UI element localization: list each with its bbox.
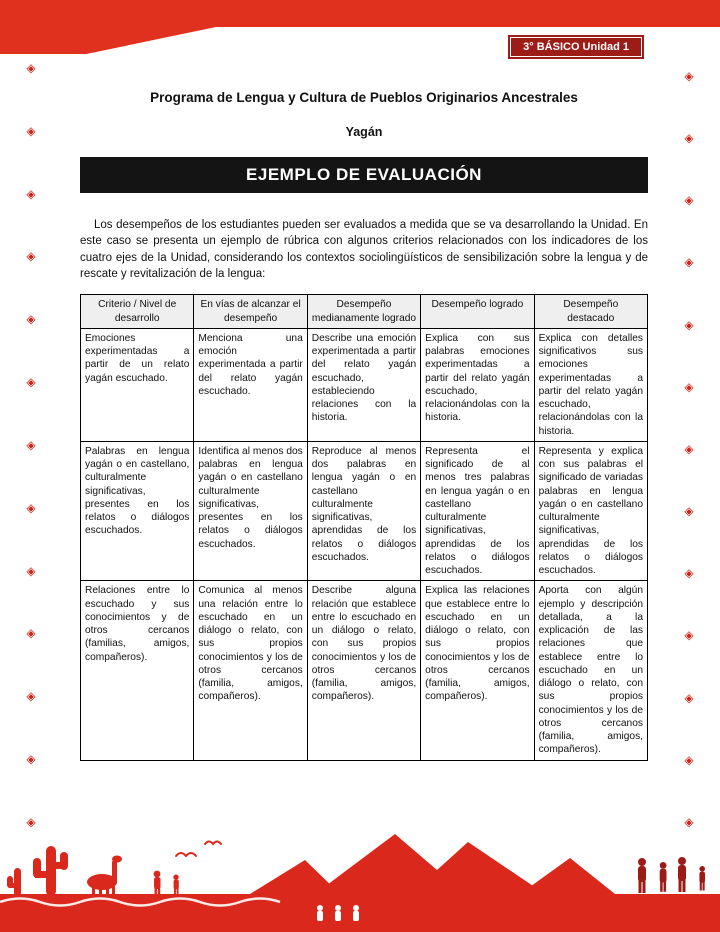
rubric-cell: Comunica al menos una relación entre lo escuchado en un diálogo o relato, con sus propios conocimientos y los de otros cercanos (familia, amigos, compañeros). xyxy=(194,581,307,760)
diamond-ornament-icon: ◈ xyxy=(684,69,694,83)
diamond-ornament-icon: ◈ xyxy=(26,312,36,327)
diamond-ornament-icon: ◈ xyxy=(26,249,36,264)
left-ornament-column xyxy=(22,62,40,828)
diamond-ornament-icon: ◈ xyxy=(684,566,694,581)
diamond-ornament-icon: ◈ xyxy=(26,500,36,515)
right-ornament-column xyxy=(680,70,698,828)
diamond-ornament-icon: ◈ xyxy=(26,123,36,138)
unit-badge-label: 3° BÁSICO Unidad 1 xyxy=(523,41,629,53)
intro-paragraph: Los desempeños de los estudiantes pueden ser evaluados a medida que se va desarrollando la Unidad. En este caso se presenta un ejemplo de rúbrica con algunos criterios relacionados con los indicadores de los cuatro ejes de la Unidad, considerando los contextos sociolingüísticos de sensibilización sobre la lengua y de rescate y revitalización de la lengua: xyxy=(80,219,648,280)
rubric-cell: Relaciones entre lo escuchado y sus conocimientos y de otros cercanos (familias, amigos, compañeros). xyxy=(81,581,194,760)
diamond-ornament-icon: ◈ xyxy=(684,193,694,208)
diamond-ornament-icon: ◈ xyxy=(684,317,694,332)
rubric-header: Criterio / Nivel de desarrollo xyxy=(81,295,194,329)
rubric-header-row xyxy=(81,295,648,329)
diamond-ornament-icon: ◈ xyxy=(684,379,694,394)
diamond-ornament-icon: ◈ xyxy=(26,186,36,201)
evaluation-banner xyxy=(80,157,648,193)
diamond-ornament-icon: ◈ xyxy=(26,752,36,767)
rubric-cell: Identifica al menos dos palabras en lengua yagán o en castellano culturalmente significativas, presentes en los relatos o diálogos escuchados. xyxy=(194,441,307,581)
table-row xyxy=(81,328,648,441)
rubric-cell: Representa el significado de al menos tres palabras en lengua yagán o en castellano culturalmente significativas, aprendidas de los relatos o diálogos escuchados. xyxy=(421,441,534,581)
rubric-header: Desempeño destacado xyxy=(534,295,647,329)
diamond-ornament-icon: ◈ xyxy=(26,563,36,578)
rubric-cell: Explica con detalles significativos sus emociones experimentadas a partir del relato yagán escuchado, relacionándolas con la historia. xyxy=(534,328,647,441)
rubric-cell: Palabras en lengua yagán o en castellano, culturalmente significativas, presentes en los relatos o diálogos escuchados. xyxy=(81,441,194,581)
document-content xyxy=(80,86,648,761)
footer-illustration xyxy=(0,830,720,932)
rubric-header: Desempeño logrado xyxy=(421,295,534,329)
language-subtitle: Yagán xyxy=(345,125,383,139)
diamond-ornament-icon: ◈ xyxy=(684,255,694,270)
rubric-cell: Representa y explica con sus palabras el significado de variadas palabras en lengua yagán o en castellano culturalmente significativas, aprendidas de los relatos o diálogos escuchados. xyxy=(534,441,647,581)
rubric-cell: Describe alguna relación que establece entre lo escuchado en un diálogo o relato, con sus propios conocimientos y los de otros cercanos (familia, amigos, compañeros). xyxy=(307,581,420,760)
rubric-cell: Explica las relaciones que establece entre lo escuchado en un diálogo o relato, con sus propios conocimientos y los de otros cercanos (familia, amigos, compañeros). xyxy=(421,581,534,760)
diamond-ornament-icon: ◈ xyxy=(26,375,36,390)
diamond-ornament-icon: ◈ xyxy=(684,628,694,643)
rubric-header: En vías de alcanzar el desempeño xyxy=(194,295,307,329)
rubric-header: Desempeño medianamente logrado xyxy=(307,295,420,329)
program-title: Programa de Lengua y Cultura de Pueblos Originarios Ancestrales xyxy=(150,90,578,105)
rubric-cell: Reproduce al menos dos palabras en lengua yagán o en castellano culturalmente significativas, aprendidas de los relatos o diálogos escuchados. xyxy=(307,441,420,581)
diamond-ornament-icon: ◈ xyxy=(26,689,36,704)
unit-badge xyxy=(510,37,642,57)
diamond-ornament-icon: ◈ xyxy=(26,61,36,75)
evaluation-banner-label: EJEMPLO DE EVALUACIÓN xyxy=(246,165,482,184)
diamond-ornament-icon: ◈ xyxy=(26,814,36,829)
rubric-cell: Emociones experimentadas a partir de un relato yagán escuchado. xyxy=(81,328,194,441)
rubric-table xyxy=(80,294,648,760)
diamond-ornament-icon: ◈ xyxy=(684,131,694,146)
diamond-ornament-icon: ◈ xyxy=(684,441,694,456)
rubric-cell: Aporta con algún ejemplo y descripción detallada, a la explicación de las relaciones que establece entre lo escuchado en un diálogo o relato, con sus propios conocimientos y los de otros cercanos (familia, amigos, compañeros). xyxy=(534,581,647,760)
rubric-cell: Describe una emoción experimentada a partir del relato yagán escuchado, estableciendo relaciones con la historia. xyxy=(307,328,420,441)
table-row xyxy=(81,581,648,760)
diamond-ornament-icon: ◈ xyxy=(684,690,694,705)
diamond-ornament-icon: ◈ xyxy=(684,504,694,519)
rubric-cell: Menciona una emoción experimentada a partir del relato yagán escuchado. xyxy=(194,328,307,441)
diamond-ornament-icon: ◈ xyxy=(684,814,694,829)
diamond-ornament-icon: ◈ xyxy=(26,437,36,452)
rubric-cell: Explica con sus palabras emociones experimentadas a partir del relato yagán escuchado, relacionándolas con la historia. xyxy=(421,328,534,441)
diamond-ornament-icon: ◈ xyxy=(684,752,694,767)
table-row xyxy=(81,441,648,581)
diamond-ornament-icon: ◈ xyxy=(26,626,36,641)
